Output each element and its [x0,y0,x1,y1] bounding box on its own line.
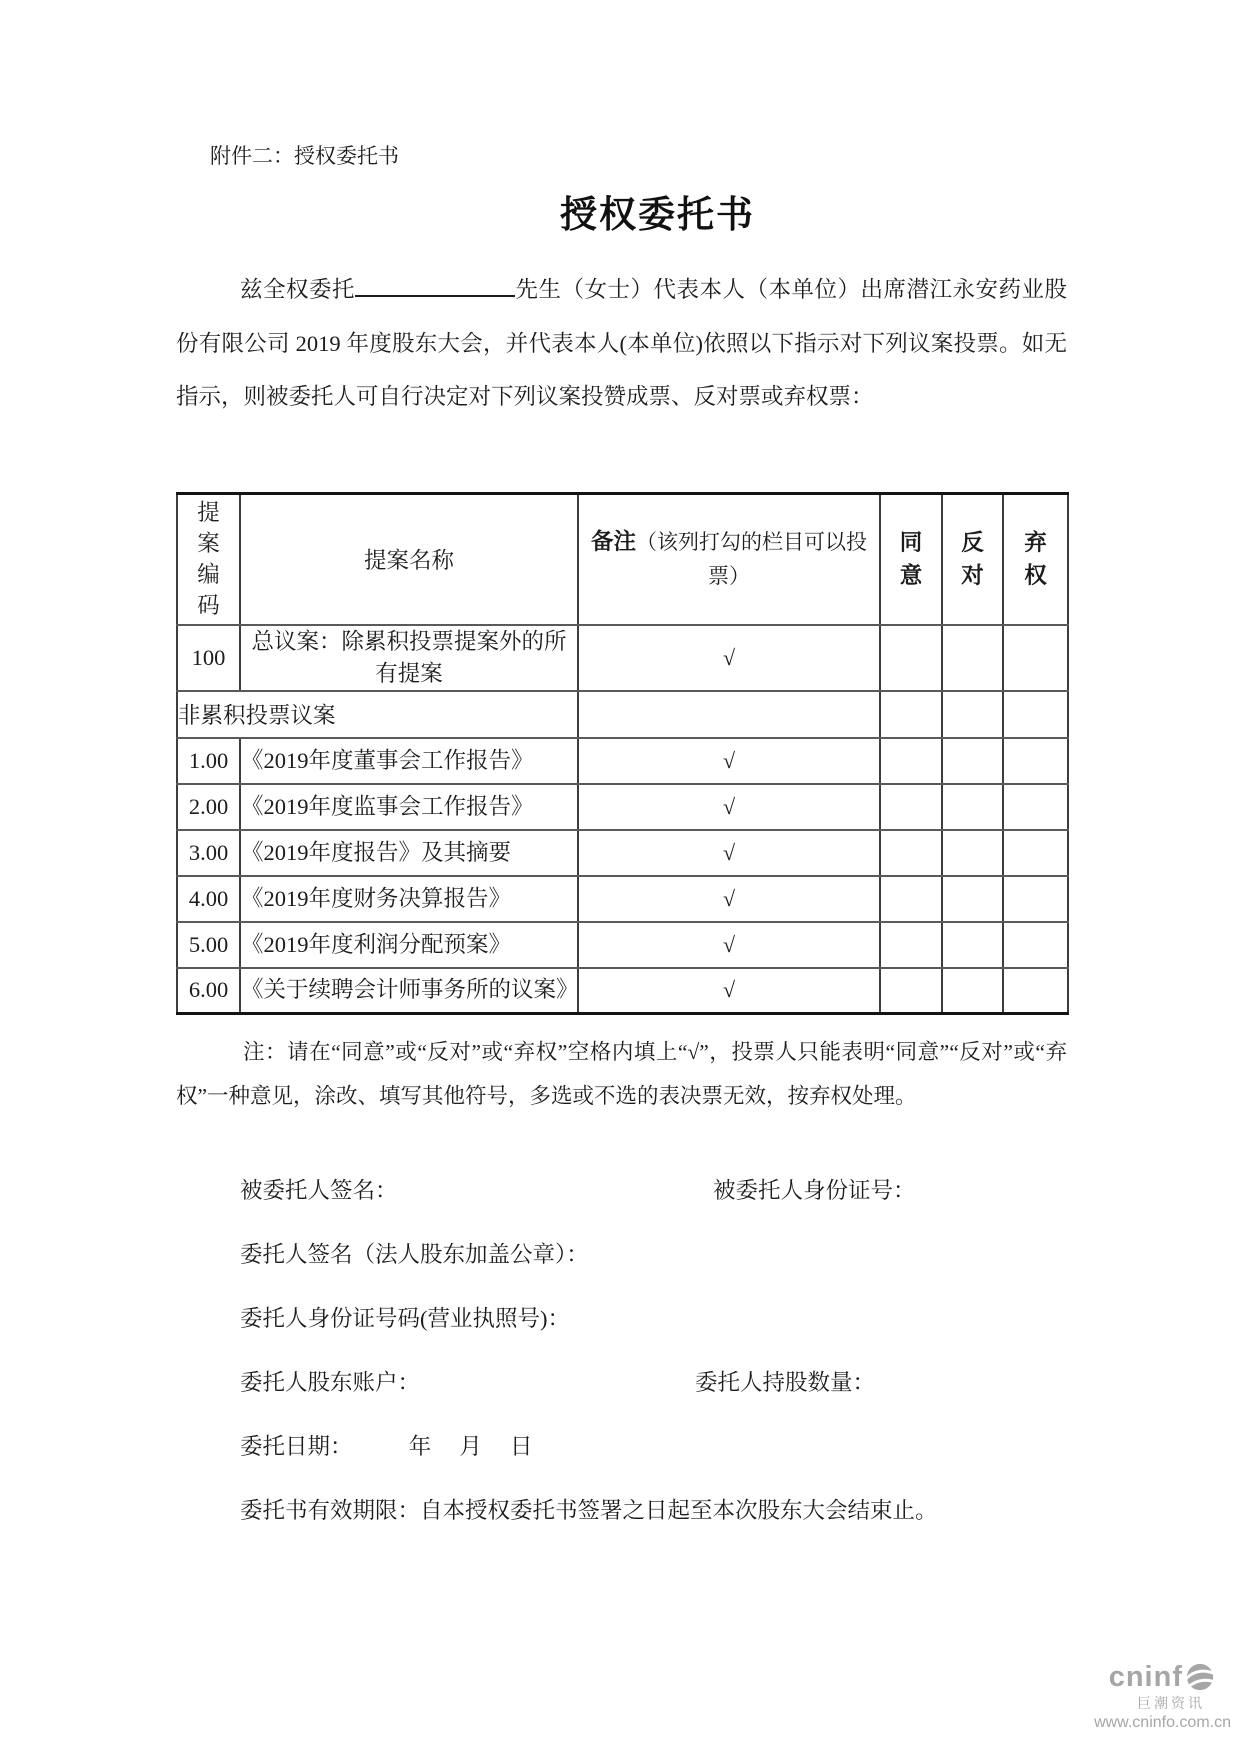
vote-cell-abstain [1003,625,1068,691]
vote-cell-agree [880,784,942,830]
trustee-signature-label: 被委托人签名： [240,1178,398,1203]
cninfo-watermark [1094,1662,1231,1732]
proposal-name: 《2019年度报告》及其摘要 [240,830,578,876]
page-title: 授权委托书 [560,194,755,235]
proposal-name: 《2019年度利润分配预案》 [240,922,578,968]
proposal-name: 《关于续聘会计师事务所的议案》 [240,968,578,1014]
note-paragraph: 注：请在“同意”或“反对”或“弃权”空格内填上“√”，投票人只能表明“同意”“反对”或“弃权”一种意见，涂改、填写其他符号，多选或不选的表决票无效，按弃权处理。 [176,1040,1067,1108]
principal-signature-label: 委托人签名（法人股东加盖公章）： [240,1242,589,1267]
proposal-name: 《2019年度董事会工作报告》 [240,738,578,784]
proposal-code: 3.00 [177,830,240,876]
vote-cell-agree [880,625,942,691]
header-against: 反对 [942,494,1003,625]
intro-text-after: 先生（女士）代表本人（本单位）出席潜江永安药业股份有限公司 2019 年度股东大会，并代表本人(本单位)依照以下指示对下列议案投票。如无指示，则被委托人可自行决定对下列议案投赞成票、反对票或弃权票： [176,277,1067,409]
proxy-date-line: 委托日期： 年 月 日 [240,1434,533,1459]
proposal-name: 《2019年度财务决算报告》 [240,876,578,922]
remark-checkmark: √ [578,625,880,691]
vote-cell-against [942,968,1003,1014]
vote-cell-abstain [1003,922,1068,968]
remark-checkmark: √ [578,968,880,1014]
vote-cell-agree [880,922,942,968]
vote-cell-abstain [1003,830,1068,876]
header-remark: 备注（该列打勾的栏目可以投票） [578,494,880,625]
remark-checkmark: √ [578,784,880,830]
proposal-vote-table [176,492,1069,1015]
cninfo-logo-text: cninf [1108,1661,1183,1693]
vote-cell-agree [880,830,942,876]
proposal-name: 总议案：除累积投票提案外的所有提案 [240,625,578,691]
proposal-code: 4.00 [177,876,240,922]
proposal-code: 1.00 [177,738,240,784]
intro-paragraph [176,263,1067,424]
header-proposal-code: 提案编码 [177,494,240,625]
section-label: 非累积投票议案 [177,691,578,738]
remark-cell-empty [578,691,880,738]
proposal-code: 5.00 [177,922,240,968]
vote-cell-agree [880,968,942,1014]
vote-cell-against [942,922,1003,968]
proposal-code: 6.00 [177,968,240,1014]
validity-line: 委托书有效期限：自本授权委托书签署之日起至本次股东大会结束止。 [240,1498,938,1523]
vote-cell-against [942,830,1003,876]
attachment-label: 附件二：授权委托书 [210,144,399,168]
vote-cell-abstain [1003,968,1068,1014]
table-row [177,876,1068,922]
header-proposal-name: 提案名称 [240,494,578,625]
proposal-code: 100 [177,625,240,691]
table-row-section [177,691,1068,738]
table-row [177,968,1068,1014]
principal-account-label: 委托人股东账户： [240,1370,421,1395]
vote-cell-agree [880,738,942,784]
remark-checkmark: √ [578,830,880,876]
vote-cell-abstain [1003,876,1068,922]
table-row [177,738,1068,784]
cninfo-swirl-icon [1185,1662,1215,1692]
vote-cell-abstain [1003,784,1068,830]
table-row-general [177,625,1068,691]
proposal-name: 《2019年度监事会工作报告》 [240,784,578,830]
trustee-id-label: 被委托人身份证号： [713,1178,916,1203]
principal-id-label: 委托人身份证号码(营业执照号)： [240,1306,570,1331]
vote-cell-against [942,691,1003,738]
vote-cell-against [942,876,1003,922]
remark-checkmark: √ [578,738,880,784]
intro-text-before: 兹全权委托 [240,277,355,302]
proxy-name-blank-line [355,278,515,297]
header-abstain: 弃权 [1003,494,1068,625]
table-header-row [177,494,1068,625]
principal-shares-label: 委托人持股数量： [695,1370,876,1395]
vote-cell-abstain [1003,691,1068,738]
cninfo-url-text: www.cninfo.com.cn [1094,1714,1231,1731]
remark-checkmark: √ [578,922,880,968]
remark-checkmark: √ [578,876,880,922]
table-row [177,784,1068,830]
cninfo-brand-text: 巨潮资讯 [1137,1695,1205,1711]
table-row [177,830,1068,876]
vote-cell-against [942,625,1003,691]
table-row [177,922,1068,968]
vote-cell-against [942,738,1003,784]
vote-cell-agree [880,691,942,738]
proposal-code: 2.00 [177,784,240,830]
header-agree: 同意 [880,494,942,625]
vote-cell-agree [880,876,942,922]
vote-cell-against [942,784,1003,830]
vote-cell-abstain [1003,738,1068,784]
